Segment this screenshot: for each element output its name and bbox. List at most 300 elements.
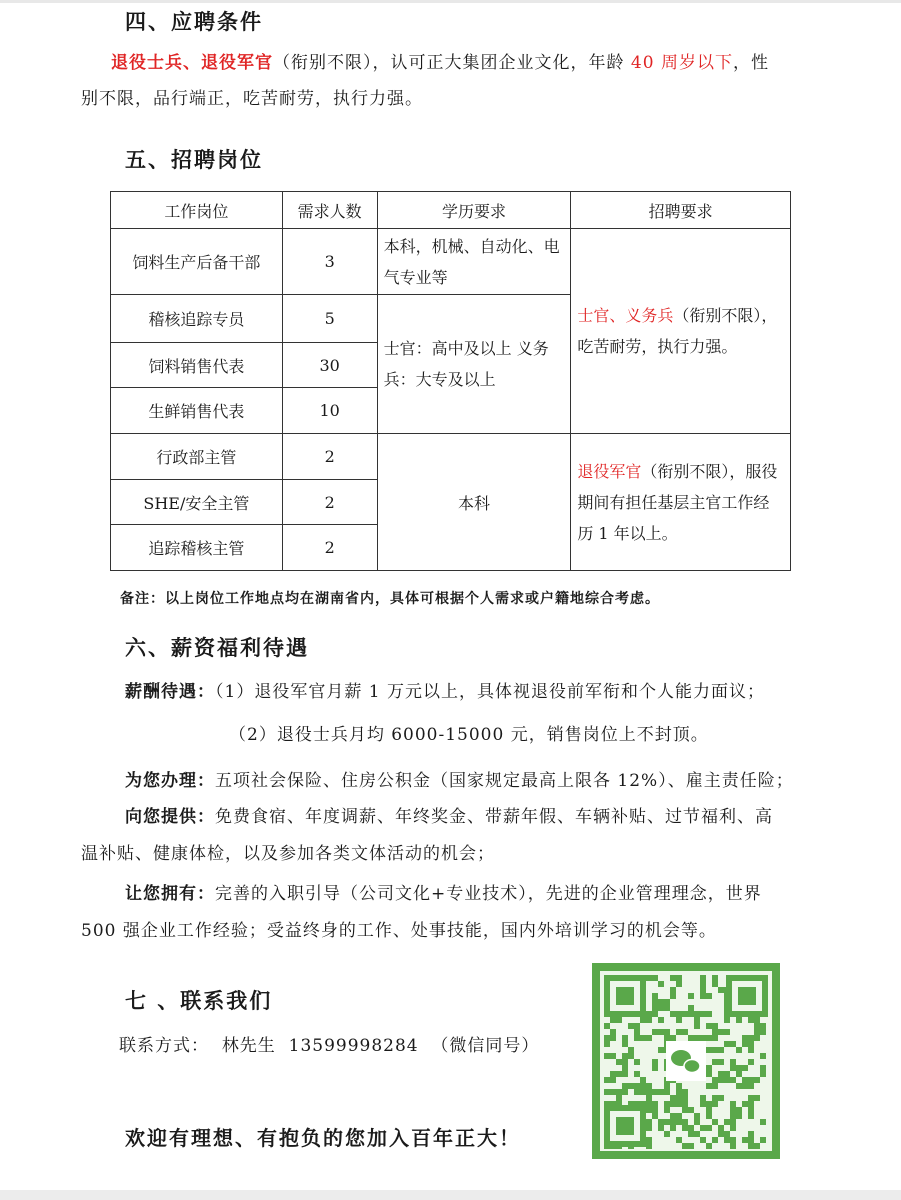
requirements-cell [571,434,791,571]
salary-line1 [125,674,765,710]
qr-module [610,1053,616,1059]
qr-module [646,1095,652,1101]
table-note: 备注：以上岗位工作地点均在湖南省内，具体可根据个人需求或户籍地综合考虑。 [120,591,660,607]
qr-module [682,1119,688,1125]
qr-module [622,1059,628,1065]
qr-module [634,1071,640,1077]
section6-title: 六、薪资福利待遇 [125,636,309,660]
qr-module [730,1119,736,1125]
education-cell: 士官：高中及以上 义务兵：大专及以上 [377,295,571,434]
qr-module [682,1089,688,1095]
qr-module [676,1113,682,1119]
qr-module [718,1059,724,1065]
qr-module [730,1113,736,1119]
qr-module [610,1077,616,1083]
qr-module [652,1065,658,1071]
qr-module [640,1077,646,1083]
requirements-highlight: 士官、义务兵 [577,306,674,325]
qr-module [622,1071,628,1077]
qr-module [670,1011,676,1017]
qr-module [700,1101,706,1107]
qr-module [664,1101,670,1107]
qr-module [748,1047,754,1053]
qr-module [652,975,658,981]
qr-module [664,1029,670,1035]
qr-module [718,987,724,993]
qr-module [694,1011,700,1017]
qr-module [628,1083,634,1089]
provide-text1: 免费食宿、年度调薪、年终奖金、带薪年假、车辆补贴、过节福利、高 [215,807,773,827]
qr-module [676,981,682,987]
count-cell: 2 [282,434,377,480]
qr-module [742,1035,748,1041]
qr-module [742,1101,748,1107]
qr-module [688,1143,694,1149]
qr-module [610,1035,616,1041]
education-cell: 本科 [377,434,571,571]
qr-module [724,1077,730,1083]
qr-module [700,1137,706,1143]
section4-line2: 别不限，品行端正，吃苦耐劳，执行力强。 [81,89,423,109]
qr-module [754,1095,760,1101]
qr-module [712,1137,718,1143]
qr-module [646,975,652,981]
qr-module [652,999,658,1005]
qr-module [640,1083,646,1089]
qr-module [658,999,664,1005]
qr-module [634,1035,640,1041]
qr-module [706,1035,712,1041]
qr-module [706,1071,712,1077]
contact-name: 林先生 [221,1036,276,1056]
qr-module [754,1143,760,1149]
handle-text: 五项社会保险、住房公积金（国家规定最高上限各 12%）、雇主责任险； [215,771,794,791]
qr-module [760,1053,766,1059]
requirements-text: （衔别不限），吃苦耐劳，执行力强。 [577,306,778,356]
qr-module [754,1077,760,1083]
handle-line [125,763,794,799]
qr-module [604,1089,610,1095]
qr-module [700,1035,706,1041]
count-cell: 30 [282,343,377,388]
qr-module [658,1047,664,1053]
contact-line [119,1028,539,1064]
qr-module [760,1065,766,1071]
section7-title: 七 、联系我们 [125,989,273,1013]
qr-module [652,1029,658,1035]
qr-module [634,1059,640,1065]
qr-module [682,1125,688,1131]
qr-finder-core [616,1117,634,1135]
qr-module [748,1137,754,1143]
requirements-text: （衔别不限），服役期间有担任基层主官工作经历 1 年以上。 [577,461,778,543]
qr-module [688,1035,694,1041]
qr-module [712,1101,718,1107]
qr-module [676,1017,682,1023]
qr-module [610,1029,616,1035]
qr-module [742,1083,748,1089]
section4-text-b: ，性 [732,53,769,73]
qr-module [640,1089,646,1095]
qr-module [658,1017,664,1023]
salary-text1: （1）退役军官月薪 1 万元以上，具体视退役前军衔和个人能力面议； [215,682,765,702]
qr-module [736,1083,742,1089]
qr-module [700,1125,706,1131]
qr-module [646,1017,652,1023]
qr-module [628,1053,634,1059]
qr-module [718,1125,724,1131]
qr-module [646,1083,652,1089]
qr-module [664,1035,670,1041]
qr-module [688,1131,694,1137]
header-requirements: 招聘要求 [571,192,791,229]
qr-module [682,1107,688,1113]
qr-module [676,1011,682,1017]
qr-module [694,1023,700,1029]
own-line2: 500 强企业工作经验；受益终身的工作、处事技能，国内外培训学习的机会等。 [81,921,717,941]
qr-module [724,1119,730,1125]
qr-module [700,987,706,993]
qr-module [634,1029,640,1035]
count-cell: 10 [282,388,377,434]
contact-label: 联系方式： [119,1036,209,1056]
qr-module [604,1023,610,1029]
qr-module [754,1023,760,1029]
header-education: 学历要求 [377,192,571,229]
qr-module [682,1011,688,1017]
qr-module [634,1023,640,1029]
qr-module [646,1137,652,1143]
qr-module [676,1119,682,1125]
qr-module [742,1065,748,1071]
qr-module [748,1095,754,1101]
qr-module [652,1101,658,1107]
qr-module [706,1125,712,1131]
qr-module [724,1017,730,1023]
position-cell: SHE/安全主管 [111,480,283,525]
qr-module [748,1077,754,1083]
qr-module [760,1071,766,1077]
bottom-divider [0,1190,901,1200]
qr-module [706,1143,712,1149]
qr-module [622,1053,628,1059]
qr-module [688,1125,694,1131]
section4-highlight-age: 40 周岁以下 [630,53,733,73]
section4-highlight-veterans: 退役士兵、退役军官 [111,53,273,73]
qr-module [700,1011,706,1017]
qr-module [706,1113,712,1119]
qr-module [652,1089,658,1095]
qr-module [622,1035,628,1041]
qr-module [730,1041,736,1047]
qr-module [610,1017,616,1023]
qr-module [616,1071,622,1077]
section4-text-a: （衔别不限），认可正大集团企业文化，年龄 [273,53,631,73]
qr-module [748,1101,754,1107]
qr-module [664,1005,670,1011]
own-text1: 完善的入职引导（公司文化+专业技术），先进的企业管理理念，世界 [215,884,762,904]
own-line1 [125,876,762,912]
qr-module [736,1047,742,1053]
qr-module [754,1035,760,1041]
qr-finder-core [616,987,634,1005]
qr-module [622,1065,628,1071]
qr-module [652,1113,658,1119]
qr-module [748,1131,754,1137]
qr-module [628,1023,634,1029]
qr-module [706,1023,712,1029]
qr-module [694,1113,700,1119]
qr-module [742,1041,748,1047]
qr-module [718,1131,724,1137]
qr-module [730,1059,736,1065]
qr-module [736,1071,742,1077]
qr-module [676,975,682,981]
qr-module [676,1029,682,1035]
qr-module [754,1029,760,1035]
qr-module [646,1035,652,1041]
qr-module [730,1125,736,1131]
qr-module [736,1017,742,1023]
qr-module [694,1035,700,1041]
qr-module [718,1071,724,1077]
qr-module [724,1029,730,1035]
qr-module [748,1059,754,1065]
qr-module [742,1137,748,1143]
position-cell: 行政部主管 [111,434,283,480]
qr-module [682,1143,688,1149]
qr-module [646,1089,652,1095]
qr-module [676,1101,682,1107]
qr-module [652,1011,658,1017]
header-position: 工作岗位 [111,192,283,229]
qr-module [670,1113,676,1119]
wechat-qr-code-icon[interactable] [592,963,780,1159]
qr-module [688,993,694,999]
qr-module [682,1029,688,1035]
qr-module [646,1143,652,1149]
qr-module [730,1107,736,1113]
position-cell: 追踪稽核主管 [111,525,283,571]
qr-finder-core [738,987,756,1005]
table-header-row [111,192,791,229]
qr-module [616,1089,622,1095]
qr-module [730,1101,736,1107]
own-label: 让您拥有： [125,884,215,904]
qr-module [658,1125,664,1131]
qr-module [688,1107,694,1113]
qr-module [616,1017,622,1023]
qr-module [718,1029,724,1035]
qr-module [760,1023,766,1029]
position-cell: 生鲜销售代表 [111,388,283,434]
position-cell: 饲料生产后备干部 [111,229,283,295]
qr-module [634,1089,640,1095]
qr-module [748,1143,754,1149]
section4-title: 四、应聘条件 [125,10,263,34]
qr-module [658,1029,664,1035]
section5-title: 五、招聘岗位 [125,148,263,172]
qr-module [712,1083,718,1089]
qr-module [736,1065,742,1071]
count-cell: 3 [282,229,377,295]
qr-module [646,1011,652,1017]
qr-module [658,1005,664,1011]
qr-module [670,1095,676,1101]
qr-module [694,1131,700,1137]
qr-module [604,1035,610,1041]
requirements-highlight: 退役军官 [577,461,642,481]
qr-module [712,1095,718,1101]
qr-module [748,1017,754,1023]
salary-label: 薪酬待遇： [125,682,215,702]
qr-module [760,1029,766,1035]
handle-label: 为您办理： [125,771,215,791]
jobs-table [110,191,791,571]
qr-module [640,1035,646,1041]
qr-module [610,1089,616,1095]
qr-module [706,993,712,999]
qr-module [712,1047,718,1053]
qr-module [664,1089,670,1095]
qr-module [730,1065,736,1071]
provide-line1 [125,799,773,835]
section4-paragraph [111,45,831,81]
qr-module [748,1107,754,1113]
qr-module [616,1059,622,1065]
count-cell: 5 [282,295,377,343]
qr-module [664,999,670,1005]
wechat-bubble-small [684,1060,700,1073]
qr-module [712,975,718,981]
qr-module [748,1113,754,1119]
qr-module [760,1119,766,1125]
qr-module [718,1077,724,1083]
qr-module [730,1077,736,1083]
qr-module [694,1017,700,1023]
qr-module [622,1041,628,1047]
qr-module [658,981,664,987]
count-cell: 2 [282,525,377,571]
qr-module [706,1101,712,1107]
welcome-slogan: 欢迎有理想、有抱负的您加入百年正大！ [125,1126,521,1150]
qr-module [652,1107,658,1113]
qr-module [670,1119,676,1125]
qr-module [706,1107,712,1113]
qr-module [736,1107,742,1113]
qr-module [700,975,706,981]
qr-module [730,1137,736,1143]
qr-module [604,1053,610,1059]
qr-module [670,987,676,993]
qr-module [664,1119,670,1125]
qr-module [670,975,676,981]
header-count: 需求人数 [282,192,377,229]
qr-module [610,1071,616,1077]
qr-module [670,993,676,999]
qr-module [634,1083,640,1089]
qr-module [616,1095,622,1101]
requirements-cell [571,229,791,434]
qr-module [682,1095,688,1101]
position-cell: 饲料销售代表 [111,343,283,388]
qr-module [724,1071,730,1077]
qr-module [748,1083,754,1089]
qr-module [760,1137,766,1143]
qr-module [628,1047,634,1053]
qr-module [724,1041,730,1047]
qr-module [730,1143,736,1149]
qr-module [658,1089,664,1095]
qr-module [742,1077,748,1083]
qr-module [724,1137,730,1143]
position-cell: 稽核追踪专员 [111,295,283,343]
qr-module [718,1095,724,1101]
contact-phone[interactable]: 13599998284 [288,1036,419,1056]
qr-module [748,1035,754,1041]
qr-module [706,1011,712,1017]
qr-module [712,1029,718,1035]
qr-module [712,981,718,987]
qr-module [670,1035,676,1041]
qr-module [652,1005,658,1011]
contact-wechat-note: （微信同号） [431,1036,540,1056]
qr-module [646,1107,652,1113]
qr-module [640,1017,646,1023]
provide-line2: 温补贴、健康体检，以及参加各类文体活动的机会； [81,844,495,864]
qr-module [622,1083,628,1089]
qr-module [646,1125,652,1131]
provide-label: 向您提供： [125,807,215,827]
qr-module [706,1083,712,1089]
qr-module [652,993,658,999]
qr-module [604,1041,610,1047]
qr-module [706,1047,712,1053]
qr-module [670,1125,676,1131]
education-cell: 本科，机械、自动化、电气专业等 [377,229,571,295]
qr-module [676,1083,682,1089]
qr-module [712,1077,718,1083]
qr-module [712,1035,718,1041]
qr-module [676,1095,682,1101]
qr-module [646,1101,652,1107]
qr-module [712,1023,718,1029]
qr-module [700,993,706,999]
qr-module [652,1059,658,1065]
table-row [111,434,791,480]
qr-pattern [592,963,780,1159]
qr-module [676,1089,682,1095]
qr-module [658,1119,664,1125]
qr-module [700,1095,706,1101]
qr-module [706,1065,712,1071]
qr-module [646,1119,652,1125]
qr-module [670,1101,676,1107]
salary-line2: （2）退役士兵月均 6000-15000 元，销售岗位上不封顶。 [229,725,709,745]
qr-module [676,1137,682,1143]
qr-module [754,1017,760,1023]
qr-module [736,1113,742,1119]
qr-module [622,1089,628,1095]
qr-module [694,1119,700,1125]
qr-module [712,1119,718,1125]
count-cell: 2 [282,480,377,525]
qr-module [688,1005,694,1011]
qr-module [664,1107,670,1113]
qr-module [604,1077,610,1083]
table-row [111,229,791,295]
qr-module [700,981,706,987]
